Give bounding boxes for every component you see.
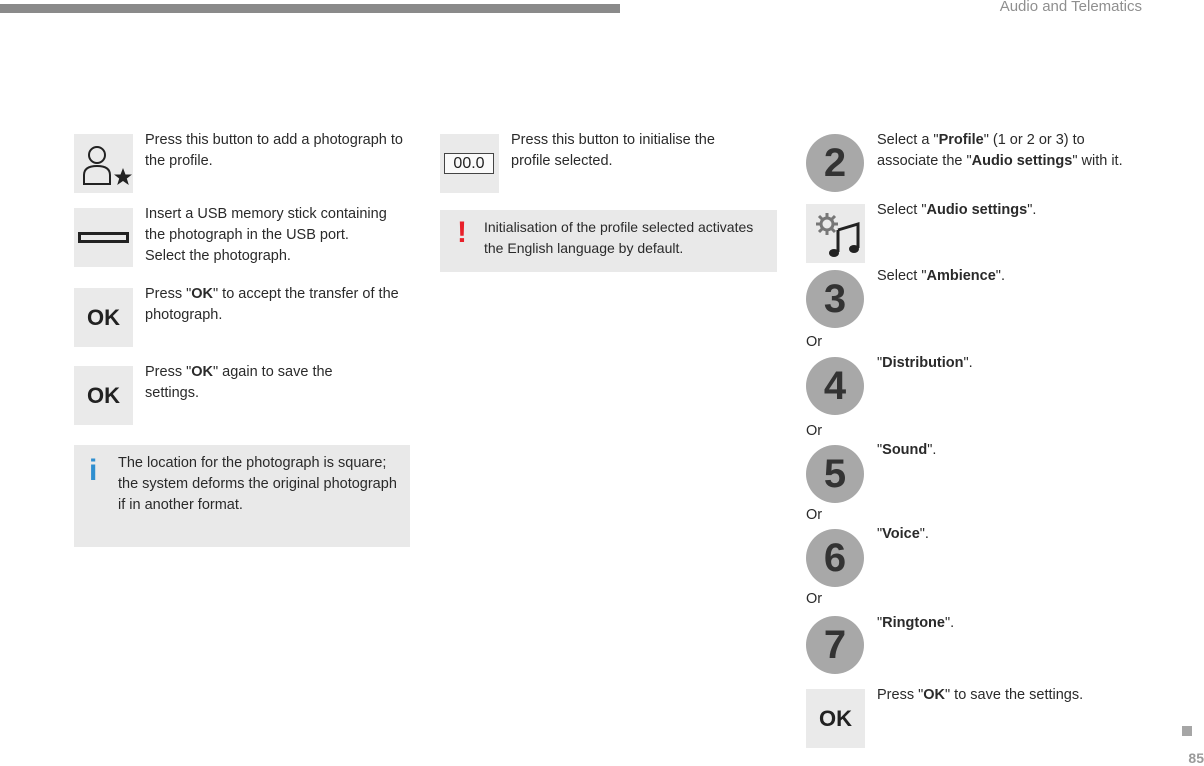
step-7-badge: 7 [806,616,864,674]
distribution-text: "Distribution". [877,355,973,371]
display-readout: 00.0 [444,153,494,174]
info-icon: i [89,454,98,487]
info-note [74,445,410,547]
add-photo-text: Press this button to add a photograph to the profile. [145,132,403,169]
voice-text: "Voice". [877,526,929,542]
usb-line-3: Select the photograph. [145,248,291,264]
step-5-badge: 5 [806,445,864,503]
step-3-badge: 3 [806,270,864,328]
usb-port-icon [74,208,133,267]
or-label: Or [806,423,823,439]
usb-line-2: the photograph in the USB port. [145,227,349,243]
page-number: 85 [1188,750,1204,766]
ok-keyword: OK [191,286,213,302]
profile-photo-icon [74,134,133,193]
ringtone-text: "Ringtone". [877,615,955,631]
ok-keyword: OK [191,364,213,380]
step-4-badge: 4 [806,357,864,415]
profile-photo-button [74,134,133,193]
usb-line-1: Insert a USB memory stick containing [145,206,387,222]
select-audio-settings-text: Select "Audio settings". [877,202,1037,218]
step-6-badge: 6 [806,529,864,587]
usb-port-box [74,208,133,267]
ok-label: OK [819,705,852,731]
or-label: Or [806,591,823,607]
accept-transfer-text: Press "OK" to accept the transfer of the photograph. [145,286,399,323]
select-ambience-text: Select "Ambience". [877,268,1005,284]
save-settings-text: Press "OK" again to save the settings. [145,364,333,401]
warning-note [440,210,777,272]
ok-label: OK [87,304,120,330]
audio-settings-icon [806,204,865,263]
usb-instructions [145,204,415,267]
or-label: Or [806,334,823,350]
info-text: The location for the photograph is square; the system deforms the original photograph if in another format. [118,455,397,513]
final-save-text: Press "OK" to save the settings. [877,687,1084,703]
section-title: Audio and Telematics [999,0,1142,15]
audio-settings-box [806,204,865,263]
or-label: Or [806,507,823,523]
ok-button-save [74,366,133,425]
end-marker [1182,726,1192,736]
ok-button-accept [74,288,133,347]
select-profile-text: Select a "Profile" (1 or 2 or 3) to associate the "Audio settings" with it. [877,132,1123,169]
header-bar [0,4,620,13]
ok-label: OK [87,382,120,408]
ok-button-final [806,689,865,748]
warning-icon: ! [457,216,467,249]
step-2-badge: 2 [806,134,864,192]
initialise-button [440,134,499,193]
warning-text: Initialisation of the profile selected activates the English language by default. [484,219,754,256]
sound-text: "Sound". [877,442,937,458]
initialise-text: Press this button to initialise the profile selected. [511,132,715,169]
